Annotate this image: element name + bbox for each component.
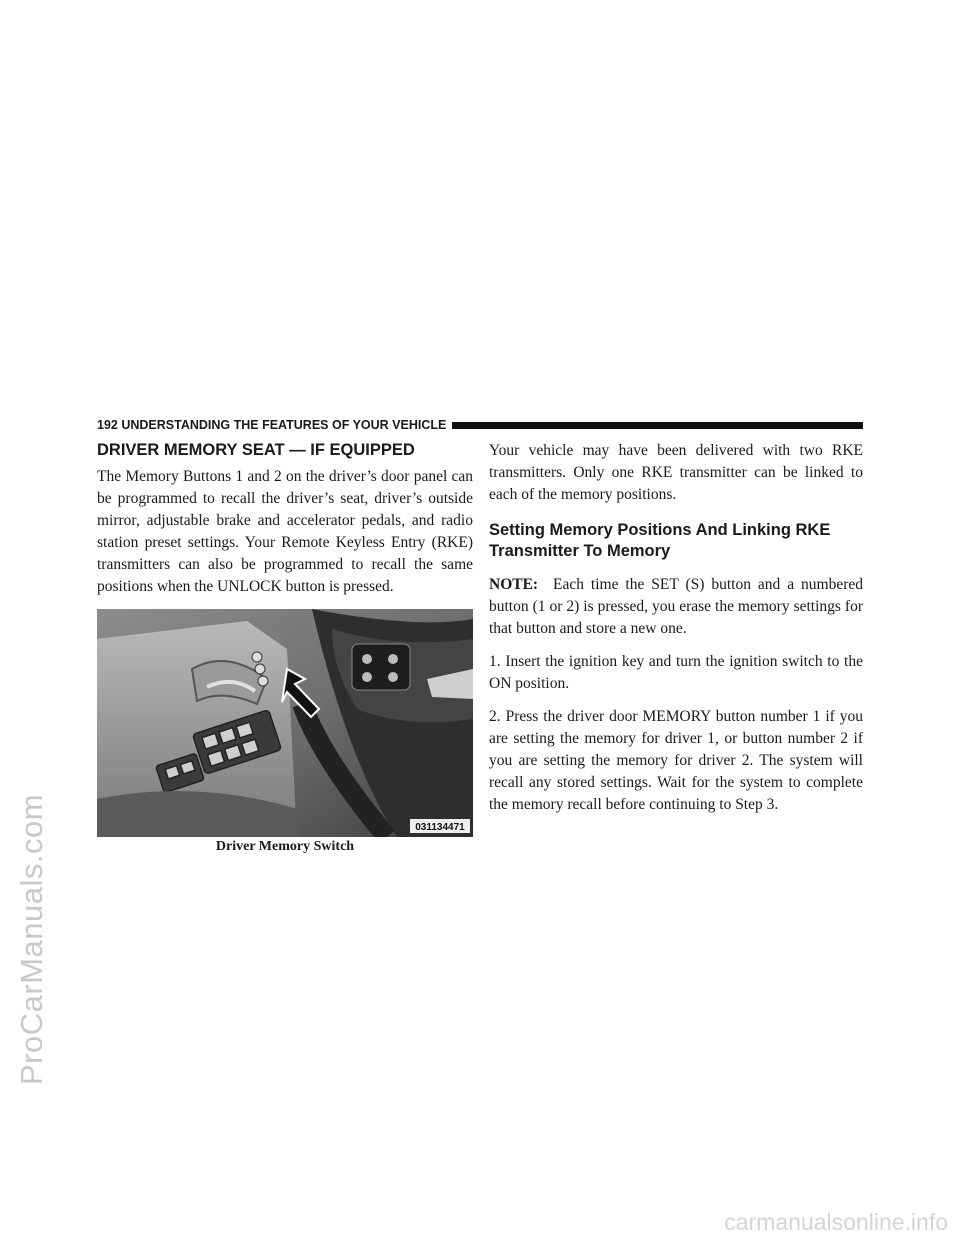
rke-intro-paragraph: Your vehicle may have been delivered with two RKE transmitters. Only one RKE transmitter can be linked to each of the memory positions.	[489, 442, 863, 503]
intro-paragraph: The Memory Buttons 1 and 2 on the driver’s door panel can be programmed to recall the driver’s seat, driver’s outside mirror, adjustable brake and accelerator pedals, and radio station preset settings. Your Remote Keyless Entry (RKE) transmitters can also be programmed to recall the same positions when the UNLOCK button is pressed.	[97, 468, 473, 595]
step-2: 2. Press the driver door MEMORY button number 1 if you are setting the memory for driver 1, or button number 2 if you are setting the memory for driver 2. The system will recall any stored settings. Wait for the system to complete the memory recall before continuing to Step 3.	[489, 708, 863, 813]
side-watermark: ProCarManuals.com	[14, 793, 49, 1085]
subsection-heading-line1: Setting Memory Positions And Linking RKE	[489, 521, 831, 539]
note-label: NOTE:	[489, 576, 539, 593]
note-paragraph	[489, 574, 863, 640]
figure-driver-memory-switch	[97, 609, 473, 855]
figure-caption: Driver Memory Switch	[215, 839, 355, 854]
right-column	[489, 440, 863, 827]
door-panel-illustration	[97, 609, 473, 837]
subsection-heading-line2: Transmitter To Memory	[489, 542, 671, 560]
header-rule	[452, 422, 863, 429]
subsection-heading	[489, 520, 863, 562]
section-heading: DRIVER MEMORY SEAT — IF EQUIPPED	[97, 441, 415, 459]
note-text: Each time the SET (S) button and a numbered button (1 or 2) is pressed, you erase the memory settings for that button and store a new one.	[489, 576, 863, 637]
step-1: 1. Insert the ignition key and turn the ignition switch to the ON position.	[489, 653, 863, 692]
image-code: 031134471	[415, 822, 465, 833]
page-header	[97, 415, 863, 435]
bottom-watermark: carmanualsonline.info	[724, 1209, 948, 1235]
left-column	[97, 440, 473, 855]
page-number-label: 192 UNDERSTANDING THE FEATURES OF YOUR VEHICLE	[97, 418, 447, 432]
